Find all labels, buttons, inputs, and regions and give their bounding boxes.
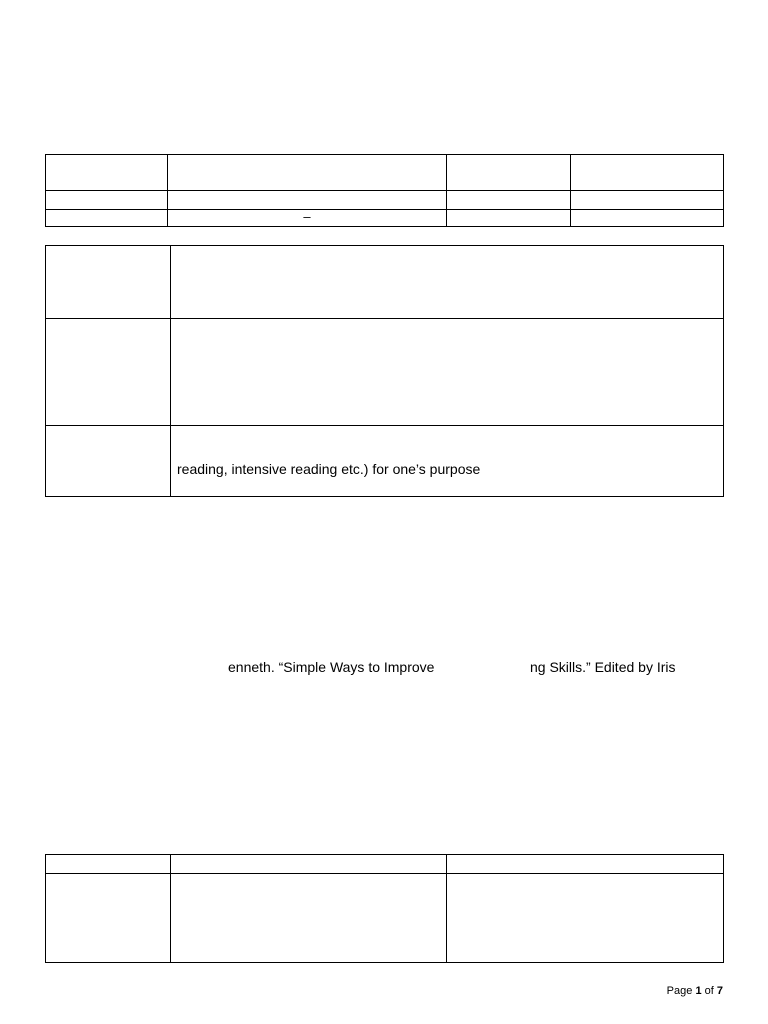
header-table-cell: [46, 191, 168, 210]
objectives-row: [46, 319, 724, 426]
header-table-cell: [168, 191, 447, 210]
header-table-cell: [168, 155, 447, 191]
page-number: [667, 984, 723, 998]
objectives-table: [45, 245, 724, 497]
header-table: [45, 154, 724, 227]
header-table-cell: [46, 210, 168, 227]
page-word: Page: [666, 985, 693, 997]
header-table-cell: [447, 210, 571, 227]
objectives-content-cell: [171, 426, 724, 497]
reference-fragment-1: enneth. “Simple Ways to Improve: [228, 659, 435, 675]
header-table-cell: [571, 155, 724, 191]
objectives-row: [46, 426, 724, 497]
bottom-table: [45, 854, 724, 963]
objectives-content-cell: [171, 319, 724, 426]
objectives-content-cell: [171, 246, 724, 319]
reference-citation: [0, 658, 768, 676]
bottom-table-cell: [171, 855, 447, 874]
header-table-row: [46, 155, 724, 191]
reference-fragment-2: ng Skills.” Edited by Iris: [530, 659, 676, 675]
header-table-cell: [46, 155, 168, 191]
of-word: of: [704, 985, 714, 997]
objectives-label-cell: [46, 246, 171, 319]
bottom-table-cell: [447, 855, 724, 874]
bottom-table-cell: [171, 874, 447, 963]
objectives-label-cell: [46, 426, 171, 497]
objective-text: reading, intensive reading etc.) for one’s purpose: [177, 461, 481, 477]
bottom-table-cell: [46, 874, 171, 963]
objectives-row: [46, 246, 724, 319]
header-table-cell: [447, 191, 571, 210]
header-table-row: [46, 210, 724, 227]
header-table-row: [46, 191, 724, 210]
header-table-cell: [571, 210, 724, 227]
bottom-table-row: [46, 874, 724, 963]
header-table-cell: [447, 155, 571, 191]
objectives-label-cell: [46, 319, 171, 426]
total-pages: 7: [716, 985, 723, 997]
current-page: 1: [695, 985, 702, 997]
bottom-table-cell: [447, 874, 724, 963]
bottom-table-cell: [46, 855, 171, 874]
dash-text: –: [168, 210, 447, 227]
bottom-table-header-row: [46, 855, 724, 874]
header-table-cell: [571, 191, 724, 210]
